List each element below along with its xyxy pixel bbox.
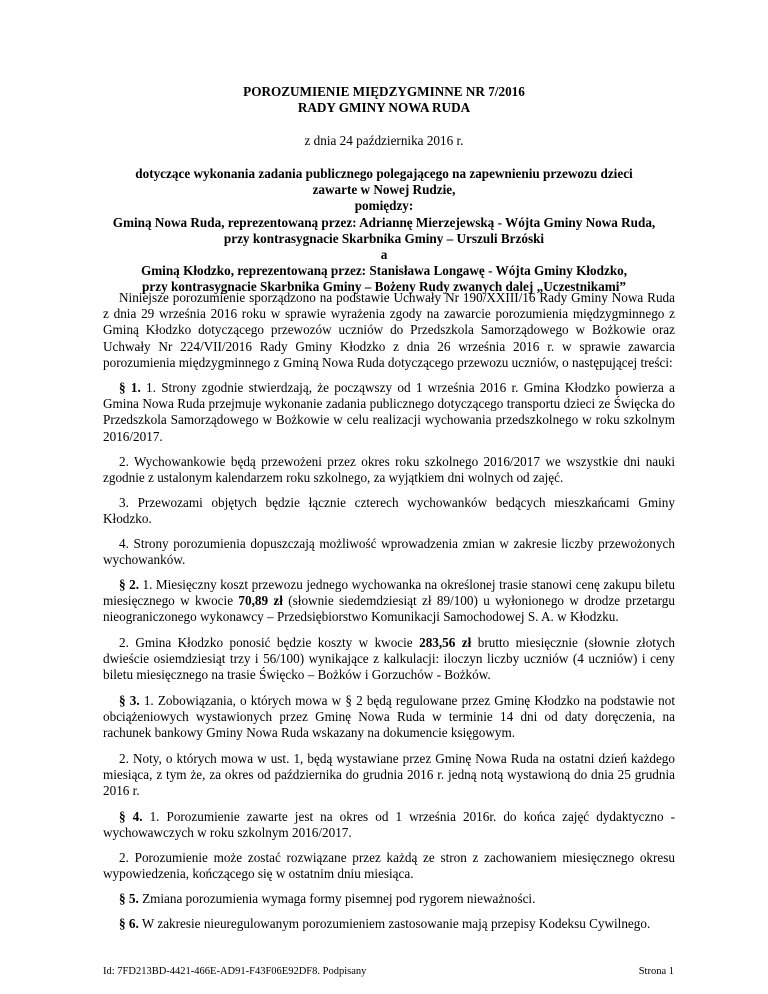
paragraph-4-2 xyxy=(103,850,675,882)
section-marker: § 4. xyxy=(119,809,143,824)
paragraph-1-3 xyxy=(103,495,675,527)
heading-line: dotyczące wykonania zadania publicznego polegającego na zapewnieniu przewozu dzieci xyxy=(135,166,633,181)
paragraph-text: 2. Wychowankowie będą przewożeni przez okres roku szkolnego 2016/2017 we wszystkie dni nauki zgodnie z ustalonym kalendarzem roku szkolnego, za wyjątkiem dni wolnych od zajęć. xyxy=(103,454,675,486)
paragraph-2-2 xyxy=(103,635,675,684)
document-title xyxy=(0,84,768,116)
paragraph-text: W zakresie nieuregulowanym porozumieniem zastosowanie mają przepisy Kodeksu Cywilnego. xyxy=(138,916,651,931)
heading-line: Gminą Nowa Ruda, reprezentowaną przez: Adriannę Mierzejewską - Wójta Gminy Nowa Ruda, xyxy=(112,214,656,230)
page-number: Strona 1 xyxy=(638,966,674,977)
paragraph-3-2 xyxy=(103,751,675,800)
paragraph-text: 2. Gmina Kłodzko ponosić będzie koszty w kwocie xyxy=(119,635,420,650)
paragraph-6 xyxy=(103,916,675,932)
heading-line: przy kontrasygnacie Skarbnika Gminy – Urszuli Brzóski xyxy=(223,230,545,246)
heading-line: zawarte w Nowej Rudzie, xyxy=(312,182,456,198)
title-line-1: POROZUMIENIE MIĘDZYGMINNE NR 7/2016 xyxy=(243,84,525,99)
amount-monthly: 283,56 zł xyxy=(419,635,472,650)
heading-line: a xyxy=(380,247,388,263)
section-marker: § 2. xyxy=(119,577,139,592)
paragraph-text: 2. Noty, o których mowa w ust. 1, będą wystawiane przez Gminę Nowa Ruda na ostatni dzień każdego miesiąca, z tym że, za okres od października do grudnia 2016 r. jedną notą wystawioną do dnia 25 grudnia 2016 r. xyxy=(103,751,675,799)
paragraph-1-2 xyxy=(103,454,675,486)
section-marker: § 1. xyxy=(119,380,141,395)
paragraph-text: 2. Porozumienie może zostać rozwiązane przez każdą ze stron z zachowaniem miesięcznego okresu wypowiedzenia, kończącego się w ostatnim dniu miesiąca. xyxy=(103,850,675,882)
paragraph-5 xyxy=(103,891,675,907)
paragraph-1-1 xyxy=(103,380,675,445)
section-marker: § 5. xyxy=(119,891,139,906)
intro-paragraph: Niniejsze porozumienie sporządzono na podstawie Uchwały Nr 190/XXIII/16 Rady Gminy Nowa Ruda z dnia 29 września 2016 roku w sprawie wyrażenia zgody na zawarcie porozumienia międzygminnego z Gminą Kłodzko dotyczącego przewozów uczniów do Przedszkola Samorządowego w Bożkowie oraz Uchwały Nr 224/VII/2016 Rady Gminy Kłodzko z dnia 26 września 2016 r. w sprawie zawarcia porozumienia międzygminnego z Gminą Nowa Ruda dotyczącego przewozu uczniów, o następującej treści: xyxy=(103,290,675,370)
paragraph-text: 1. Strony zgodnie stwierdzają, że począwszy od 1 września 2016 r. Gmina Kłodzko powierza a Gmina Nowa Ruda przejmuje wykonanie zadania publicznego dotyczącego transportu dzieci ze Święcka do Przedszkola Samorządowego w Bożkowie w celu realizacji wychowania przedszkolnego w roku szkolnym 2016/2017. xyxy=(103,380,675,444)
paragraph-text: 1. Porozumienie zawarte jest na okres od 1 września 2016r. do końca zajęć dydaktyczno - wychowawczych w roku szkolnym 2016/2017. xyxy=(103,809,676,841)
paragraph-text: (słownie siedemdziesiąt zł 89/100) u wyłonionego w drodze przetargu nieograniczonego wykonawcy – Przedsiębiorstwo Komunikacji Samochodowej S. A. w Kłodzku. xyxy=(103,593,675,625)
heading-line: przy kontrasygnacie Skarbnika Gminy – Bożeny Rudy zwanych dalej „Uczestnikami” xyxy=(142,279,626,295)
paragraph-4-1 xyxy=(103,809,675,841)
paragraph-text: 3. Przewozami objętych będzie łącznie czterech wychowanków bedących mieszkańcami Gminy Kłodzko. xyxy=(103,495,675,527)
document-date: z dnia 24 października 2016 r. xyxy=(304,133,464,148)
parties-heading xyxy=(90,166,678,296)
paragraph-3-1 xyxy=(103,693,675,742)
title-line-2: RADY GMINY NOWA RUDA xyxy=(297,100,471,115)
paragraph-2-1 xyxy=(103,577,675,626)
paragraph-text: Zmiana porozumienia wymaga formy pisemnej pod rygorem nieważności. xyxy=(138,891,536,906)
paragraph-text: brutto miesięcznie (słownie złotych dwieście osiemdziesiąt trzy i 56/100) wynikające z kalkulacji: iloczyn liczby uczniów (4 uczniów) i ceny biletu miesięcznego na trasie Święcko – Bożków i Gorzuchów - Bożków. xyxy=(103,635,675,683)
section-marker: § 6. xyxy=(119,916,139,931)
paragraph-1-4 xyxy=(103,536,675,568)
paragraph-text: 4. Strony porozumienia dopuszczają możliwość wprowadzenia zmian w zakresie liczby przewożonych wychowanków. xyxy=(103,536,675,568)
heading-line: pomiędzy: xyxy=(354,198,414,214)
section-marker: § 3. xyxy=(119,693,140,708)
document-id-footer: Id: 7FD213BD-4421-466E-AD91-F43F06E92DF8. Podpisany xyxy=(103,966,367,977)
heading-line: Gminą Kłodzko, reprezentowaną przez: Stanisława Longawę - Wójta Gminy Kłodzko, xyxy=(140,263,628,279)
paragraph-text: 1. Miesięczny koszt przewozu jednego wychowanka na określonej trasie stanowi cenę zakupu biletu miesięcznego w kwocie xyxy=(103,577,675,609)
paragraph-text: 1. Zobowiązania, o których mowa w § 2 będą regulowane przez Gminę Kłodzko na podstawie not obciążeniowych wystawionych przez Gminę Nowa Ruda w terminie 14 dni od daty doręczenia, na rachunek bankowy Gminy Nowa Ruda wskazany na dokumencie księgowym. xyxy=(103,693,676,741)
amount-per-child: 70,89 zł xyxy=(238,593,283,609)
